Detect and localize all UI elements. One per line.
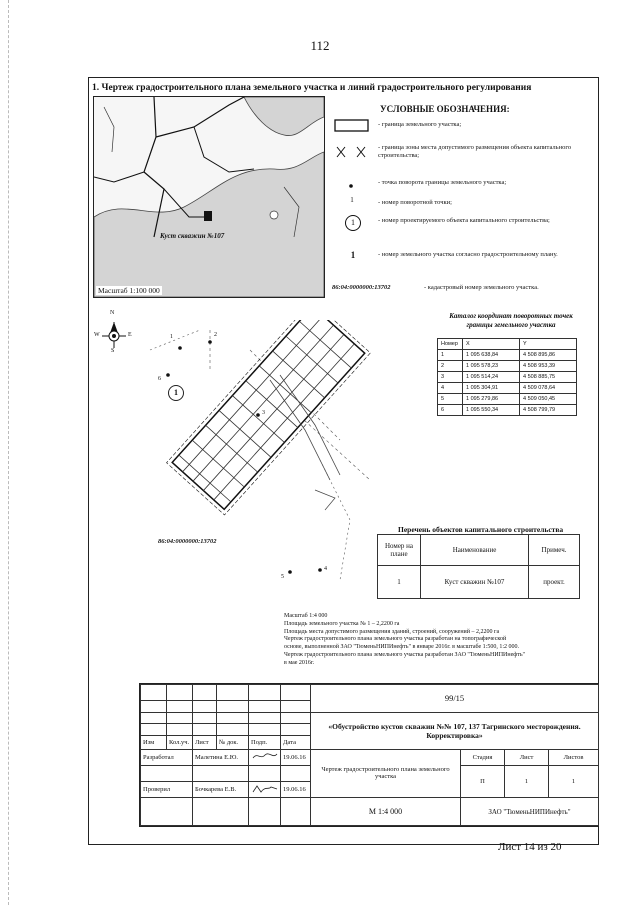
location-map-drawing (94, 97, 324, 297)
point-number: 4 (438, 383, 463, 394)
checker-name: Бочкарева Е.В. (193, 782, 249, 798)
table-row (438, 405, 577, 416)
well-label: Куст скважин №107 (160, 232, 225, 240)
point-number-symbol: 1 (350, 196, 354, 204)
sheet-value: 1 (505, 765, 549, 797)
column-header: Дата (281, 735, 311, 749)
column-header: Изм (141, 735, 167, 749)
site-plan (140, 320, 380, 605)
column-header: Наименование (421, 535, 529, 566)
column-header: Номер (438, 339, 463, 350)
note-line: Чертеж градостроительного плана земельного участка разработан на топографической (284, 636, 507, 643)
x-value: 1 095 638,84 (463, 350, 520, 361)
objects-table (377, 534, 580, 599)
point-number: 6 (438, 405, 463, 416)
legend-item-turn-point: - точка поворота границы земельного участка; (378, 179, 507, 186)
objects-title: Перечень объектов капитального строительства (398, 525, 564, 534)
table-header-row (438, 339, 577, 350)
column-header: Подп. (249, 735, 281, 749)
project-code: 99/15 (311, 685, 599, 713)
y-value: 4 509 078,64 (520, 383, 577, 394)
column-header: Лист (193, 735, 217, 749)
compass-south: S (111, 348, 115, 354)
notes-block (284, 613, 594, 668)
point-number: 2 (438, 361, 463, 372)
drawing-name: Чертеж градостроительного плана земельного участка (311, 749, 461, 798)
note-line: Площадь земельного участка № 1 – 2,2200 га (284, 620, 400, 627)
point-number: 5 (438, 394, 463, 405)
title-block (139, 683, 599, 827)
cadastral-code-sample: 86:04:0000000:13702 (332, 284, 391, 291)
legend-item-boundary: - граница земельного участка; (378, 121, 462, 128)
column-header: Номер на плане (378, 535, 421, 566)
y-value: 4 509 050,45 (520, 394, 577, 405)
developer-signature (249, 749, 281, 765)
table-row (438, 361, 577, 372)
y-value: 4 508 895,86 (520, 350, 577, 361)
plot-number-symbol: 1 (350, 250, 356, 260)
point-number: 1 (438, 350, 463, 361)
column-header: Примеч. (529, 535, 580, 566)
column-header: Y (520, 339, 577, 350)
stage-label: Стадия (461, 749, 505, 765)
y-value: 4 508 953,39 (520, 361, 577, 372)
column-header: Кол.уч. (167, 735, 193, 749)
legend-item-plot-number: - номер земельного участка согласно градостроительному плану. (378, 251, 558, 258)
legend-title: УСЛОВНЫЕ ОБОЗНАЧЕНИЯ: (380, 104, 510, 114)
table-row (438, 372, 577, 383)
sheet-label: Лист (505, 749, 549, 765)
legend-item-point-number: - номер поворотной точки; (378, 199, 452, 206)
point-label: 1 (170, 334, 173, 340)
plan-cadastral-code: 86:04:0000000:13702 (158, 538, 217, 545)
object-name: Куст скважин №107 (421, 566, 529, 599)
point-label: 4 (324, 566, 327, 572)
point-label: 6 (158, 376, 161, 382)
table-row (438, 383, 577, 394)
note-line: Чертеж градостроительного плана земельного участка разработан ЗАО "ТюменьНИПИнефть" (284, 651, 526, 658)
object-note: проект. (529, 566, 580, 599)
column-header: X (463, 339, 520, 350)
map-scale: Масштаб 1:100 000 (98, 286, 160, 295)
plan-plot-number: 1 (168, 385, 184, 401)
stage-value: П (461, 765, 505, 797)
table-row (438, 350, 577, 361)
drawing-scale: М 1:4 000 (311, 798, 461, 826)
page-edge-line (8, 0, 10, 905)
object-number: 1 (378, 566, 421, 599)
developer-name: Малетина Е.Ю. (193, 749, 249, 765)
sheets-value: 1 (549, 765, 599, 797)
table-row (438, 394, 577, 405)
note-line: Масштаб 1:4 000 (284, 613, 328, 619)
x-value: 1 095 550,34 (463, 405, 520, 416)
developer-role: Разработал (141, 749, 193, 765)
column-header: № док. (217, 735, 249, 749)
x-value: 1 095 578,23 (463, 361, 520, 372)
page-footer: Лист 14 из 20 (498, 841, 562, 853)
legend-item-zone: - граница зоны места допустимого размещения объекта капитального строительства; (378, 144, 572, 159)
project-title: «Обустройство кустов скважин №№ 107, 137 Тагринского месторождения. Корректировка» (311, 712, 599, 749)
sheets-label: Листов (549, 749, 599, 765)
note-line: основе, выполненной ЗАО "ТюменьНИПИнефть" в январе 2016г. в масштабе 1:500, 1:2 000. (284, 644, 519, 651)
point-label: 2 (214, 332, 217, 338)
compass-east: E (128, 332, 132, 338)
point-label: 5 (281, 574, 284, 580)
checker-role: Проверил (141, 782, 193, 798)
table-header-row (378, 535, 580, 566)
compass-north: N (110, 310, 115, 316)
x-value: 1 095 514,24 (463, 372, 520, 383)
table-row (378, 566, 580, 599)
page-number: 112 (310, 38, 330, 53)
title-block-table (140, 684, 599, 826)
zone-boundary-symbol (334, 145, 370, 164)
y-value: 4 508 885,75 (520, 372, 577, 383)
site-plan-drawing (140, 320, 380, 600)
location-map (93, 96, 325, 298)
x-value: 1 095 304,91 (463, 383, 520, 394)
turn-point-symbol (334, 178, 370, 196)
y-value: 4 508 799,79 (520, 405, 577, 416)
checker-signature (249, 782, 281, 798)
note-line: в мае 2016г. (284, 659, 315, 666)
note-line: Площадь места допустимого размещения зданий, строений, сооружений – 2,2200 га (284, 628, 500, 635)
x-value: 1 095 279,86 (463, 394, 520, 405)
coordinates-title: Каталог координат поворотных точек границы земельного участка (449, 312, 573, 329)
cadastral-code-description: - кадастровый номер земельного участка. (424, 284, 539, 291)
compass-rose (94, 310, 132, 361)
developer-date: 19.06.16 (281, 749, 311, 765)
sheet-title: 1. Чертеж градостроительного плана земельного участка и линий градостроительного регулирования (92, 83, 532, 93)
legend-item-object-number: - номер проектируемого объекта капитального строительства; (378, 217, 550, 224)
company-name: ЗАО "ТюменьНИПИнефть" (461, 798, 599, 826)
compass-west: W (94, 332, 100, 338)
object-number-symbol: 1 (345, 215, 361, 231)
point-number: 3 (438, 372, 463, 383)
checker-date: 19.06.16 (281, 782, 311, 798)
boundary-symbol (334, 119, 370, 138)
coordinates-table (437, 338, 577, 416)
point-label: 3 (262, 410, 265, 416)
